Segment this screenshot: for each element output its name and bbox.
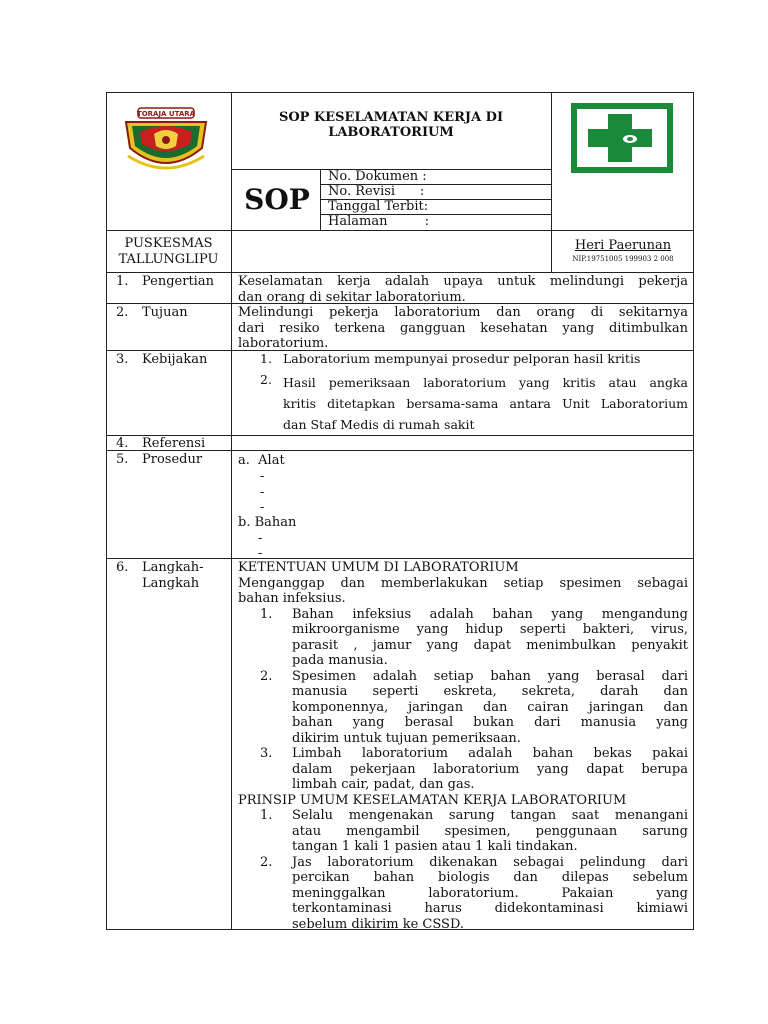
list1-item-1-line-3: parasit , jamur yang dapat menimbulkan penyakit <box>292 637 688 653</box>
signer-name: Heri Paerunan <box>574 238 672 253</box>
signer-nip: NIP.19751005 199903 2 008 <box>572 255 674 263</box>
list2-item-2-line-3: meninggalkan laboratorium. Pakaian yang <box>292 885 688 901</box>
row-label-pengertian: Pengertian <box>142 274 214 289</box>
list1-item-1-line-4: pada manusia. <box>292 653 388 668</box>
alat-dash-2: - <box>260 485 265 500</box>
list1-item-2-line-2: manusia seperti eskreta, sekreta, darah dan <box>292 684 688 699</box>
tujuan-line-1: Melindungi pekerja laboratorium dan orang di sekitarnya <box>238 305 688 320</box>
grid-line-header-bottom <box>106 230 694 231</box>
institution-line-2: TALLUNGLIPU <box>118 251 219 267</box>
kebijakan-item-2 <box>283 372 688 435</box>
intro-line-1: Menganggap dan memberlakukan setiap spesimen sebagai <box>238 575 688 591</box>
grid-line-col-right <box>551 92 552 272</box>
list1-item-3-line-2: dalam pekerjaan laboratorium yang dapat berupa <box>292 761 688 777</box>
list1-item-2-line-3: komponennya, jaringan dan cairan jaringan dan <box>292 699 688 715</box>
alat-dash-3: - <box>260 500 265 515</box>
bahan-dash-1: - <box>258 531 263 546</box>
kebijakan-item-2-line-2: kritis ditetapkan bersama-sama antara Unit Laboratorium <box>283 396 688 411</box>
kebijakan-item-number-1: 1. <box>260 351 272 366</box>
list1-item-3-line-3: limbah cair, padat, dan gas. <box>292 777 475 792</box>
list1-item-3-line-1: Limbah laboratorium adalah bahan bekas pakai <box>292 746 688 761</box>
list2-item-2-line-4: terkontaminasi harus didekontaminasi kimiawi <box>292 901 688 916</box>
prosedur-bahan: b. Bahan <box>238 515 297 530</box>
row-label-langkah <box>142 560 203 591</box>
list1-item-2-line-5: dikirim untuk tujuan pemeriksaan. <box>292 730 521 746</box>
tujuan-line-3: laboratorium. <box>238 336 329 351</box>
list1-item-2-line-4: bahan yang berasal bukan dari manusia yang <box>292 715 688 730</box>
row-number-2: 2. <box>116 305 129 320</box>
langkah-content <box>238 560 688 932</box>
logo-banner-text: TORAJA UTARA <box>136 110 196 118</box>
title-line-1: SOP KESELAMATAN KERJA DI <box>278 110 504 125</box>
list1-item-1-line-1: Bahan infeksius adalah bahan yang mengandung <box>292 606 688 622</box>
list1-item-1-line-2: mikroorganisme yang hidup seperti bakteri, virus, <box>292 622 688 637</box>
field-tanggal-terbit: Tanggal Terbit: <box>328 199 429 214</box>
list1-number-1: 1. <box>260 606 273 622</box>
kebijakan-item-2-line-1: Hasil pemeriksaan laboratorium yang kritis atau angka <box>283 375 688 390</box>
pengertian-line-1: Keselamatan kerja adalah upaya untuk melindungi pekerja <box>238 274 688 289</box>
row-number-6: 6. <box>116 560 129 575</box>
list2-item-2-line-1: Jas laboratorium dikenakan sebagai pelindung dari <box>292 854 688 870</box>
sop-label: SOP <box>244 183 310 216</box>
prosedur-alat: a. Alat <box>238 453 285 468</box>
grid-line-col1 <box>231 92 232 930</box>
field-no-dokumen: No. Dokumen : <box>328 169 427 184</box>
kebijakan-item-1: Laboratorium mempunyai prosedur pelporan hasil kritis <box>283 351 641 366</box>
kebijakan-item-number-2: 2. <box>260 372 272 387</box>
row-number-3: 3. <box>116 352 129 367</box>
list2-item-1-line-1: Selalu mengenakan sarung tangan saat menangani <box>292 808 688 823</box>
langkah-label-line-1: Langkah- <box>142 560 204 575</box>
grid-line-row5 <box>106 558 694 559</box>
bahan-dash-2: - <box>258 546 263 561</box>
alat-dash-1: - <box>260 469 265 484</box>
langkah-label-line-2: Langkah <box>142 575 200 591</box>
row-number-1: 1. <box>116 274 129 289</box>
field-halaman: Halaman : <box>328 214 430 229</box>
tujuan-text <box>238 305 688 352</box>
institution-name <box>106 236 231 267</box>
field-no-revisi: No. Revisi : <box>328 184 425 199</box>
list1-number-2: 2. <box>260 668 273 684</box>
list2-number-2: 2. <box>260 854 273 870</box>
row-label-tujuan: Tujuan <box>142 305 188 320</box>
list2-item-2 <box>238 855 688 933</box>
institution-line-1: PUSKESMAS <box>124 236 213 251</box>
intro-line-2: bahan infeksius. <box>238 591 346 606</box>
row-number-4: 4. <box>116 436 129 451</box>
row-label-referensi: Referensi <box>142 436 206 451</box>
list2-item-2-line-2: percikan bahan biologis dan dilepas sebelum <box>292 870 688 885</box>
toraja-utara-logo <box>118 100 214 174</box>
row-number-5: 5. <box>116 452 129 467</box>
list2-item-2-line-5: sebelum dikirim ke CSSD. <box>292 916 465 932</box>
page-title <box>231 110 551 140</box>
tujuan-line-2: dari resiko terkena gangguan kesehatan yang ditimbulkan <box>238 320 688 336</box>
kebijakan-item-2-line-3: dan Staf Medis di rumah sakit <box>283 417 475 432</box>
doc-fields <box>328 169 550 229</box>
puskesmas-cross-logo <box>568 102 680 176</box>
signer-block <box>556 238 690 263</box>
list1-item-2-line-1: Spesimen adalah setiap bahan yang berasal dari <box>292 668 688 684</box>
heading-prinsip-umum: PRINSIP UMUM KESELAMATAN KERJA LABORATORIUM <box>238 792 627 808</box>
list1-number-3: 3. <box>260 746 273 761</box>
title-line-2: LABORATORIUM <box>328 125 454 140</box>
row-label-prosedur: Prosedur <box>142 452 203 467</box>
list2-item-1-line-3: tangan 1 kali 1 pasien atau 1 kali tindakan. <box>292 839 578 854</box>
list2-item-1-line-2: atau mengambil spesimen, penggunaan sarung <box>292 823 688 839</box>
list2-item-1 <box>238 808 688 855</box>
pengertian-text <box>238 274 688 305</box>
list1-item-3 <box>238 746 688 793</box>
list2-number-1: 1. <box>260 808 273 823</box>
heading-ketentuan-umum: KETENTUAN UMUM DI LABORATORIUM <box>238 560 519 575</box>
pengertian-line-2: dan orang di sekitar laboratorium. <box>238 289 466 305</box>
row-label-kebijakan: Kebijakan <box>142 352 208 367</box>
grid-line-institution-bottom <box>106 272 694 273</box>
list1-item-1 <box>238 607 688 669</box>
list1-item-2 <box>238 669 688 747</box>
